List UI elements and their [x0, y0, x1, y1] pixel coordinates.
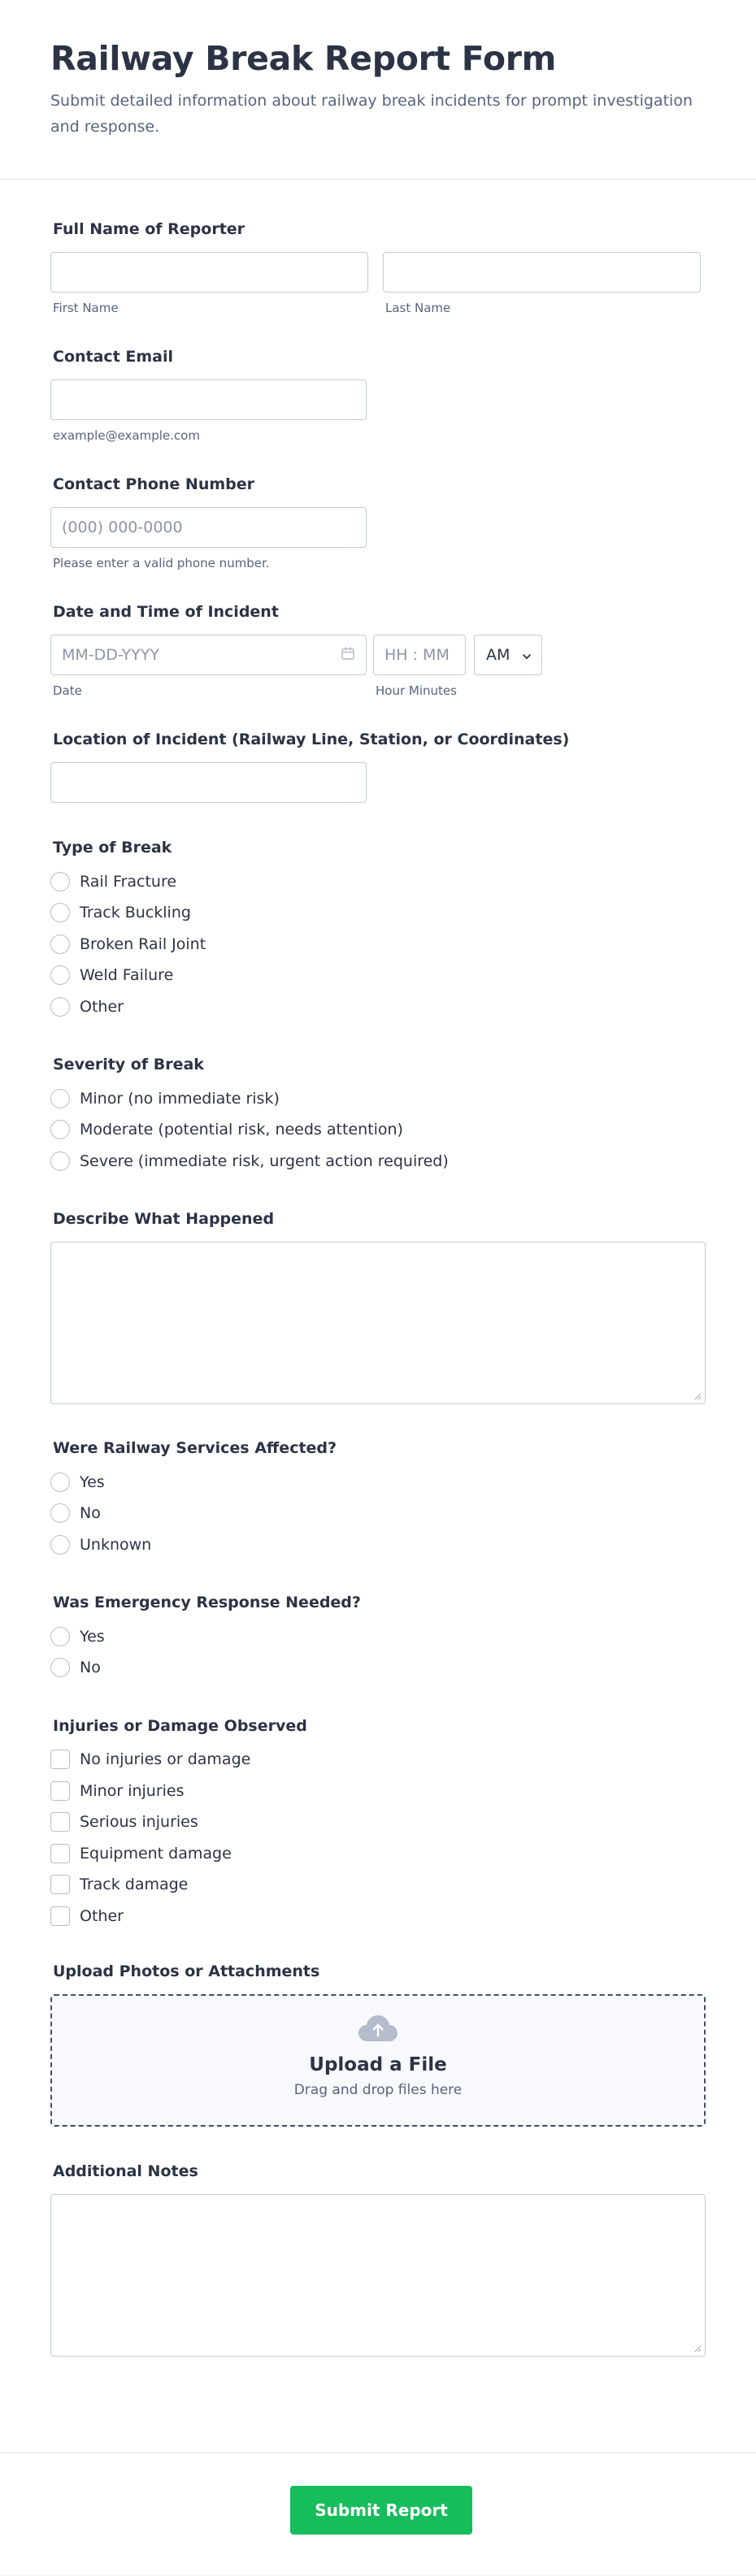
radio-option[interactable] [50, 1150, 706, 1172]
description-label: Describe What Happened [53, 1210, 275, 1228]
injuries-label: Injuries or Damage Observed [53, 1716, 307, 1735]
datetime-field-group [50, 603, 706, 698]
checkbox-option[interactable] [50, 1780, 706, 1802]
break-type-field-group [50, 839, 706, 1017]
form-header [0, 0, 756, 180]
radio-option[interactable] [50, 1657, 706, 1679]
page-title: Railway Break Report Form [50, 39, 557, 78]
radio-option[interactable] [50, 965, 706, 987]
description-textarea[interactable] [50, 1242, 706, 1404]
option-label: Weld Failure [80, 966, 174, 984]
location-input[interactable] [50, 762, 367, 803]
checkbox-option[interactable] [50, 1842, 706, 1864]
radio-option[interactable] [50, 995, 706, 1017]
checkbox-option[interactable] [50, 1905, 706, 1927]
radio-option[interactable] [50, 870, 706, 892]
radio-option[interactable] [50, 1533, 706, 1555]
phone-input[interactable]: (000) 000-0000 [50, 507, 367, 548]
services-options [50, 1471, 706, 1555]
location-label: Location of Incident (Railway Line, Station, or Coordinates) [53, 731, 570, 748]
phone-label: Contact Phone Number [53, 475, 255, 493]
description-field-group [50, 1210, 706, 1404]
upload-label: Upload Photos or Attachments [53, 1962, 320, 1980]
radio-button[interactable] [50, 1151, 70, 1171]
severity-options [50, 1087, 706, 1172]
radio-button[interactable] [50, 1658, 70, 1677]
cloud-upload-icon [357, 2014, 399, 2048]
reporter-name-label: Full Name of Reporter [53, 220, 245, 238]
form-body [0, 220, 756, 2357]
ampm-value: AM [486, 646, 511, 664]
option-label: Minor (no immediate risk) [80, 1089, 280, 1108]
option-label: Other [80, 1906, 124, 1925]
radio-option[interactable] [50, 1503, 706, 1524]
first-name-input[interactable] [50, 252, 368, 293]
resize-grip-icon[interactable] [693, 1392, 702, 1400]
checkbox[interactable] [50, 1875, 70, 1894]
email-label: Contact Email [53, 348, 174, 366]
option-label: Unknown [80, 1535, 152, 1554]
checkbox-option[interactable] [50, 1811, 706, 1833]
emergency-options [50, 1625, 706, 1679]
notes-textarea[interactable] [50, 2194, 706, 2357]
time-input[interactable]: HH : MM [373, 635, 466, 675]
phone-sublabel: Please enter a valid phone number. [53, 556, 270, 570]
severity-field-group [50, 1056, 706, 1172]
radio-button[interactable] [50, 1120, 70, 1139]
ampm-select[interactable] [474, 635, 542, 675]
location-field-group [50, 731, 706, 803]
checkbox[interactable] [50, 1812, 70, 1832]
injuries-options [50, 1749, 706, 1928]
email-sublabel: example@example.com [53, 428, 200, 443]
checkbox-option[interactable] [50, 1874, 706, 1896]
services-label: Were Railway Services Affected? [53, 1439, 337, 1457]
severity-label: Severity of Break [53, 1056, 204, 1073]
page-subtitle: Submit detailed information about railway break incidents for prompt investigation and response. [50, 92, 693, 136]
radio-button[interactable] [50, 997, 70, 1017]
checkbox[interactable] [50, 1781, 70, 1801]
radio-button[interactable] [50, 1535, 70, 1555]
radio-button[interactable] [50, 1627, 70, 1646]
phone-field-group [50, 475, 706, 570]
option-label: Equipment damage [80, 1844, 232, 1863]
option-label: Other [80, 997, 124, 1016]
submit-button[interactable]: Submit Report [290, 2486, 472, 2535]
option-label: Yes [80, 1472, 105, 1491]
option-label: No [80, 1659, 101, 1676]
radio-button[interactable] [50, 1472, 70, 1492]
form-footer [0, 2452, 756, 2576]
upload-title: Upload a File [309, 2054, 447, 2075]
email-field[interactable] [50, 379, 367, 420]
radio-button[interactable] [50, 1503, 70, 1523]
checkbox-option[interactable] [50, 1749, 706, 1771]
option-label: Track damage [80, 1876, 189, 1893]
checkbox[interactable] [50, 1750, 70, 1769]
radio-button[interactable] [50, 965, 70, 985]
time-sublabel: Hour Minutes [376, 683, 457, 698]
checkbox[interactable] [50, 1844, 70, 1863]
option-label: Severe (immediate risk, urgent action required) [80, 1151, 449, 1170]
break-type-options [50, 870, 706, 1017]
option-label: Minor injuries [80, 1781, 185, 1800]
option-label: No injuries or damage [80, 1750, 251, 1768]
date-sublabel: Date [53, 683, 82, 698]
upload-field-group [50, 1962, 706, 2127]
radio-option[interactable] [50, 1625, 706, 1647]
last-name-sublabel: Last Name [385, 301, 451, 315]
file-upload-dropzone[interactable] [50, 1994, 706, 2127]
emergency-field-group [50, 1594, 706, 1679]
date-placeholder: MM-DD-YYYY [62, 646, 159, 664]
radio-button[interactable] [50, 1089, 70, 1108]
radio-button[interactable] [50, 903, 70, 922]
email-field-group [50, 348, 706, 443]
reporter-name-field [50, 220, 706, 315]
option-label: Moderate (potential risk, needs attention) [80, 1121, 403, 1138]
calendar-icon[interactable] [341, 646, 355, 665]
radio-option[interactable] [50, 1087, 706, 1109]
break-type-label: Type of Break [53, 839, 172, 856]
date-input[interactable] [50, 635, 367, 675]
option-label: Yes [80, 1627, 105, 1646]
datetime-label: Date and Time of Incident [53, 603, 279, 621]
checkbox[interactable] [50, 1906, 70, 1926]
radio-option[interactable] [50, 933, 706, 955]
option-label: Track Buckling [80, 904, 191, 922]
notes-field-group [50, 2162, 706, 2357]
radio-option[interactable] [50, 1119, 706, 1141]
services-field-group [50, 1439, 706, 1555]
radio-option[interactable] [50, 902, 706, 924]
injuries-field-group [50, 1717, 706, 1928]
option-label: No [80, 1504, 101, 1522]
chevron-down-icon [522, 646, 532, 664]
resize-grip-icon[interactable] [693, 2344, 702, 2353]
option-label: Serious injuries [80, 1813, 198, 1831]
radio-button[interactable] [50, 872, 70, 891]
last-name-input[interactable] [383, 252, 701, 293]
notes-label: Additional Notes [53, 2162, 198, 2180]
radio-button[interactable] [50, 935, 70, 954]
option-label: Broken Rail Joint [80, 935, 206, 953]
emergency-label: Was Emergency Response Needed? [53, 1594, 361, 1611]
upload-hint: Drag and drop files here [293, 2082, 463, 2098]
option-label: Rail Fracture [80, 872, 177, 891]
first-name-sublabel: First Name [53, 301, 119, 315]
radio-option[interactable] [50, 1471, 706, 1493]
